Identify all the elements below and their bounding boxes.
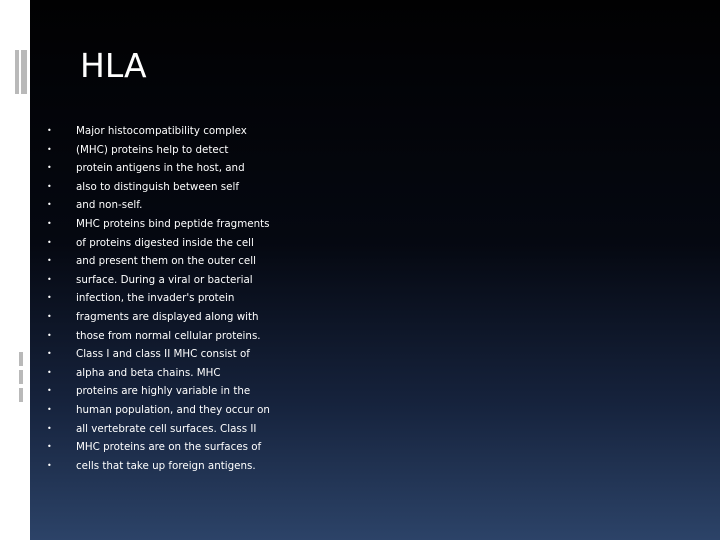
bullet-item (47, 141, 347, 160)
bullet-dot-icon: • (47, 460, 52, 470)
bullet-dot-icon: • (47, 163, 52, 173)
bullet-dot-icon: • (47, 293, 52, 303)
bullet-text: MHC proteins are on the surfaces of (76, 441, 262, 454)
decorative-bar-small-2 (19, 370, 23, 384)
bullet-item (47, 178, 347, 197)
bullet-text: and non-self. (76, 199, 143, 212)
bullet-item (47, 401, 347, 420)
bullet-text: MHC proteins bind peptide fragments (76, 217, 270, 230)
decorative-bar-small-3 (19, 388, 23, 402)
bullet-item (47, 196, 347, 215)
bullet-item (47, 234, 347, 253)
bullet-dot-icon: • (47, 404, 52, 414)
bullet-item (47, 327, 347, 346)
bullet-item (47, 420, 347, 439)
bullet-text: alpha and beta chains. MHC (76, 366, 221, 379)
bullet-dot-icon: • (47, 144, 52, 154)
bullet-dot-icon: • (47, 311, 52, 321)
bullet-text: those from normal cellular proteins. (76, 329, 261, 342)
bullet-item (47, 289, 347, 308)
bullet-text: also to distinguish between self (76, 180, 239, 193)
decorative-bar-large-2 (21, 50, 27, 94)
bullet-text: human population, and they occur on (76, 403, 270, 416)
bullet-dot-icon: • (47, 200, 52, 210)
bullet-dot-icon: • (47, 367, 52, 377)
bullet-text: cells that take up foreign antigens. (76, 459, 256, 472)
bullet-text: infection, the invader's protein (76, 292, 235, 305)
bullet-dot-icon: • (47, 330, 52, 340)
bullet-item (47, 364, 347, 383)
bullet-dot-icon: • (47, 349, 52, 359)
bullet-text: surface. During a viral or bacterial (76, 273, 253, 286)
bullet-item (47, 159, 347, 178)
bullet-text: fragments are displayed along with (76, 310, 259, 323)
bullet-item (47, 382, 347, 401)
decorative-bar-small (19, 352, 23, 366)
bullet-text: protein antigens in the host, and (76, 162, 245, 175)
bullet-text: and present them on the outer cell (76, 255, 256, 268)
bullet-text: all vertebrate cell surfaces. Class II (76, 422, 257, 435)
bullet-text: Major histocompatibility complex (76, 125, 247, 137)
bullet-text: proteins are highly variable in the (76, 385, 251, 398)
slide-title: HLA (80, 46, 147, 85)
bullet-item (47, 252, 347, 271)
bullet-item (47, 215, 347, 234)
bullet-dot-icon: • (47, 423, 52, 433)
bullet-item (47, 438, 347, 457)
bullet-list (47, 122, 347, 475)
bullet-item (47, 271, 347, 290)
bullet-item (47, 122, 347, 141)
decorative-bar-large (15, 50, 19, 94)
bullet-dot-icon: • (47, 256, 52, 266)
bullet-dot-icon: • (47, 274, 52, 284)
bullet-text: of proteins digested inside the cell (76, 236, 254, 249)
bullet-item (47, 457, 347, 476)
bullet-dot-icon: • (47, 386, 52, 396)
bullet-item (47, 308, 347, 327)
bullet-text: (MHC) proteins help to detect (76, 143, 229, 156)
bullet-dot-icon: • (47, 181, 52, 191)
bullet-dot-icon: • (47, 126, 52, 135)
bullet-item (47, 345, 347, 364)
bullet-text: Class I and class II MHC consist of (76, 348, 250, 361)
bullet-dot-icon: • (47, 442, 52, 452)
bullet-dot-icon: • (47, 237, 52, 247)
bullet-dot-icon: • (47, 218, 52, 228)
